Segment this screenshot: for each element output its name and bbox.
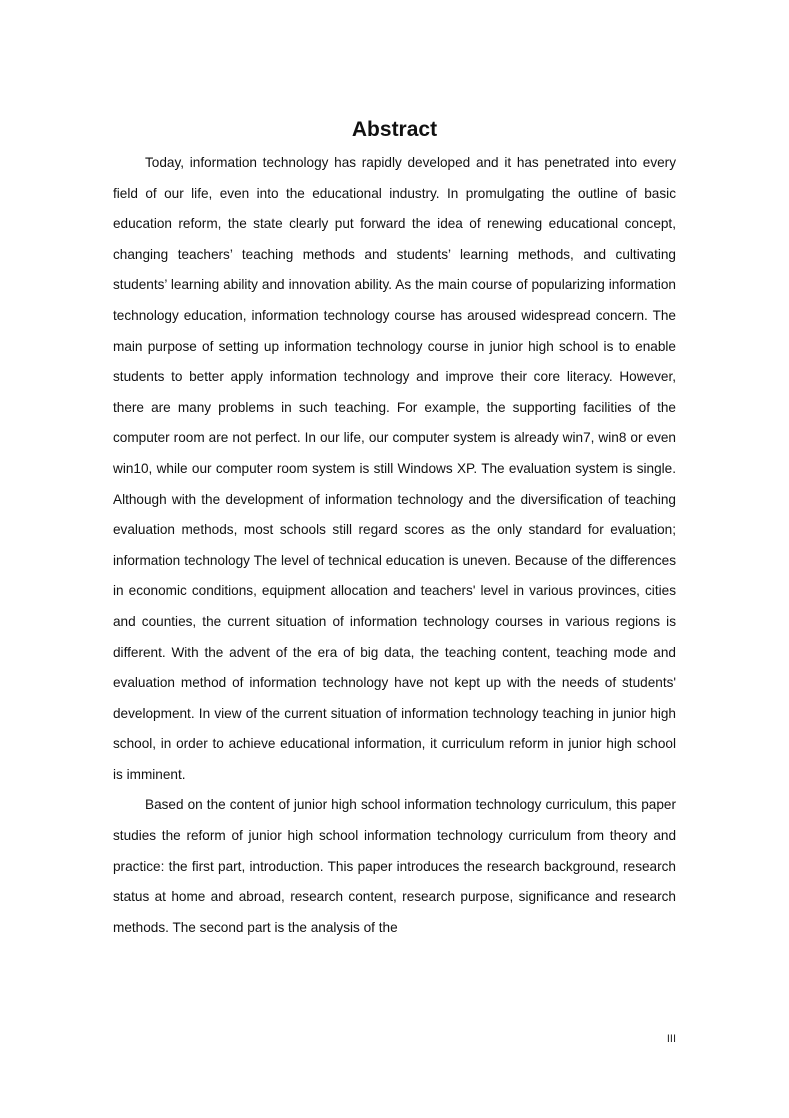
page-number: III	[666, 1033, 676, 1045]
abstract-title: Abstract	[351, 118, 438, 141]
abstract-paragraph-2: Based on the content of junior high school information technology curriculum, this paper studies the reform of junior high school information technology curriculum from theory and practice: the first part, introduction. This paper introduces the research background, research status at home and abroad, research content, research purpose, significance and research methods. The second part is the analysis of the	[113, 797, 676, 935]
abstract-paragraph-1: Today, information technology has rapidly developed and it has penetrated into every field of our life, even into the educational industry. In promulgating the outline of basic education reform, the state clearly put forward the idea of renewing educational concept, changing teachers’ teaching methods and students’ learning methods, and cultivating students’ learning ability and innovation ability. As the main course of popularizing information technology education, information technology course has aroused widespread concern. The main purpose of setting up information technology course in junior high school is to enable students to better apply information technology and improve their core literacy. However, there are many problems in such teaching. For example, the supporting facilities of the computer room are not perfect. In our life, our computer system is already win7, win8 or even win10, while our computer room system is still Windows XP. The evaluation system is single. Although with the development of information technology and the diversification of teaching evaluation methods, most schools still regard scores as the only standard for evaluation; information technology The level of technical education is uneven. Because of the differences in economic conditions, equipment allocation and teachers' level in various provinces, cities and counties, the current situation of information technology courses in various regions is different. With the advent of the era of big data, the teaching content, teaching mode and evaluation method of information technology have not kept up with the needs of students' development. In view of the current situation of information technology teaching in junior high school, in order to achieve educational information, it curriculum reform in junior high school is imminent.	[113, 155, 676, 782]
abstract-body	[113, 148, 676, 943]
